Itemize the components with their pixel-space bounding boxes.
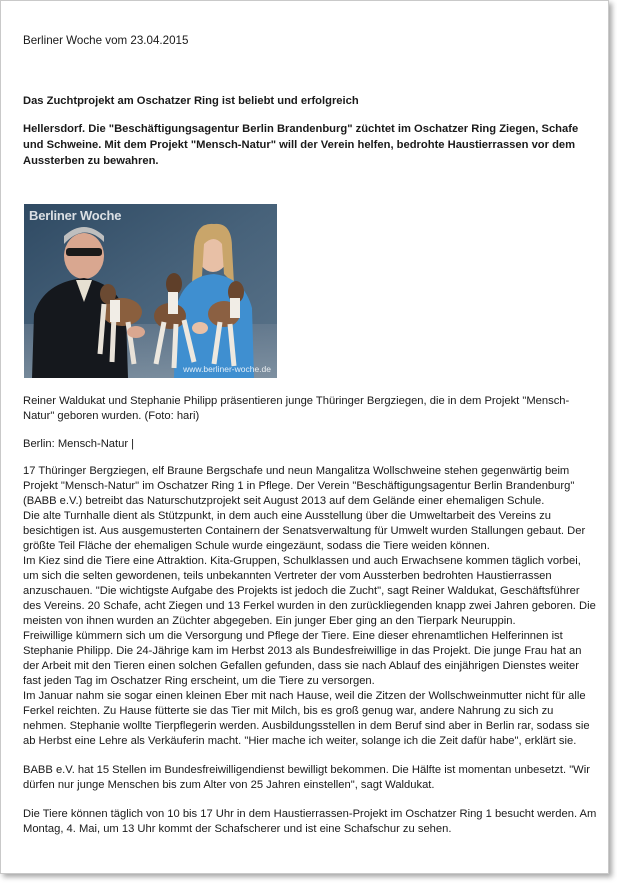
body-paragraph: Die alte Turnhalle dient als Stützpunkt, in dem auch eine Ausstellung über die Umweltarbeit des Vereins zu besichtigen ist. Aus ausgemusterten Containern der Senatsverwaltung für Umwelt wurden Stallungen gebaut. Der größte Teil Fläche der ehemaligen Schule wurde eingezäunt, sodass die Tiere weiden können. [23, 510, 586, 552]
article-lead: Hellersdorf. Die "Beschäftigungsagentur Berlin Brandenburg" züchtet im Oschatzer Ring Ziegen, Schafe und Schweine. Mit dem Projekt "Mensch-Natur" will der Verein helfen, bedrohte Haustierrassen vor dem Aussterben zu bewahren. [23, 123, 579, 167]
body-paragraph: 17 Thüringer Bergziegen, elf Braune Bergschafe und neun Mangalitza Wollschweine stehen gegenwärtig beim Projekt "Mensch-Natur" im Oschatzer Ring 1 in Pflege. Der Verein "Beschäftigungsagentur Berlin Brandenburg" (BABB e.V.) betreibt das Naturschutzprojekt seit August 2013 auf dem Gelände einer ehemaligen Schule. [23, 465, 575, 507]
body-paragraph: Im Kiez sind die Tiere eine Attraktion. Kita-Gruppen, Schulklassen und auch Erwachsene kommen täglich vorbei, um sich die selten gewordenen, teils unbekannten Vertreter der vom Aussterben bedrohten Haustierrassen anzuschauen. "Die wichtigste Aufgabe des Projekts ist jedoch die Zucht", sagt Reiner Waldukat, Geschäftsführer des Vereins. 20 Schafe, acht Ziegen und 13 Ferkel wurden in den zurückliegenden knapp zwei Jahren geboren. Die meisten von ihnen wurden an Züchter abgegeben. Ein junger Eber ging an den Tierpark Neuruppin. [23, 555, 596, 627]
body-paragraph: Freiwillige kümmern sich um die Versorgung und Pflege der Tiere. Eine dieser ehrenamtlichen Helferinnen ist Stephanie Philipp. Die 24-Jährige kam im Herbst 2013 als Bundesfreiwillige in das Projekt. Die junge Frau hat an der Arbeit mit den Tieren einen solchen Gefallen gefunden, dass sie nach Ablauf des einjährigen Dienstes weiter fast jeden Tag im Oschatzer Ring erscheint, um die Tiere zu versorgen. [23, 630, 582, 687]
dateline: Berlin: Mensch-Natur | [23, 438, 135, 450]
photo-watermark-bottom: www.berliner-woche.de [183, 364, 271, 374]
photo-watermark-top: Berliner Woche [29, 208, 122, 223]
photo-caption: Reiner Waldukat und Stephanie Philipp präsentieren junge Thüringer Bergziegen, die in dem Projekt "Mensch-Natur" geboren wurden. (Foto: hari) [23, 395, 570, 422]
body-paragraph: BABB e.V. hat 15 Stellen im Bundesfreiwilligendienst bewilligt bekommen. Die Hälfte ist momentan unbesetzt. "Wir dürfen nur junge Menschen bis zum Alter von 25 Jahren einstellen", sagt Waldukat. [23, 764, 590, 791]
photo-illustration [24, 204, 277, 378]
article-body [23, 464, 599, 837]
body-paragraph: Die Tiere können täglich von 10 bis 17 Uhr in dem Haustierrassen-Projekt im Oschatzer Ring 1 besucht werden. Am Montag, 4. Mai, um 13 Uhr kommt der Schafscherer und ist eine Schafschur zu sehen. [23, 808, 597, 835]
source-line: Berliner Woche vom 23.04.2015 [23, 34, 189, 47]
body-paragraph: Im Januar nahm sie sogar einen kleinen Eber mit nach Hause, weil die Zitzen der Wollschweinmutter nicht für alle Ferkel reichten. Zu Hause fütterte sie das Tier mit Milch, bis es groß genug war, andere Nahrung zu sich zu nehmen. Stephanie wollte Tierpflegerin werden. Ausbildungsstellen in dem Beruf sind aber in Berlin rar, sodass sie ab Herbst eine Lehre als Verkäuferin macht. "Hier mache ich weiter, solange ich die Zeit dafür habe", erklärt sie. [23, 690, 590, 747]
article-photo [24, 204, 277, 378]
article-headline: Das Zuchtprojekt am Oschatzer Ring ist beliebt und erfolgreich [23, 95, 359, 107]
